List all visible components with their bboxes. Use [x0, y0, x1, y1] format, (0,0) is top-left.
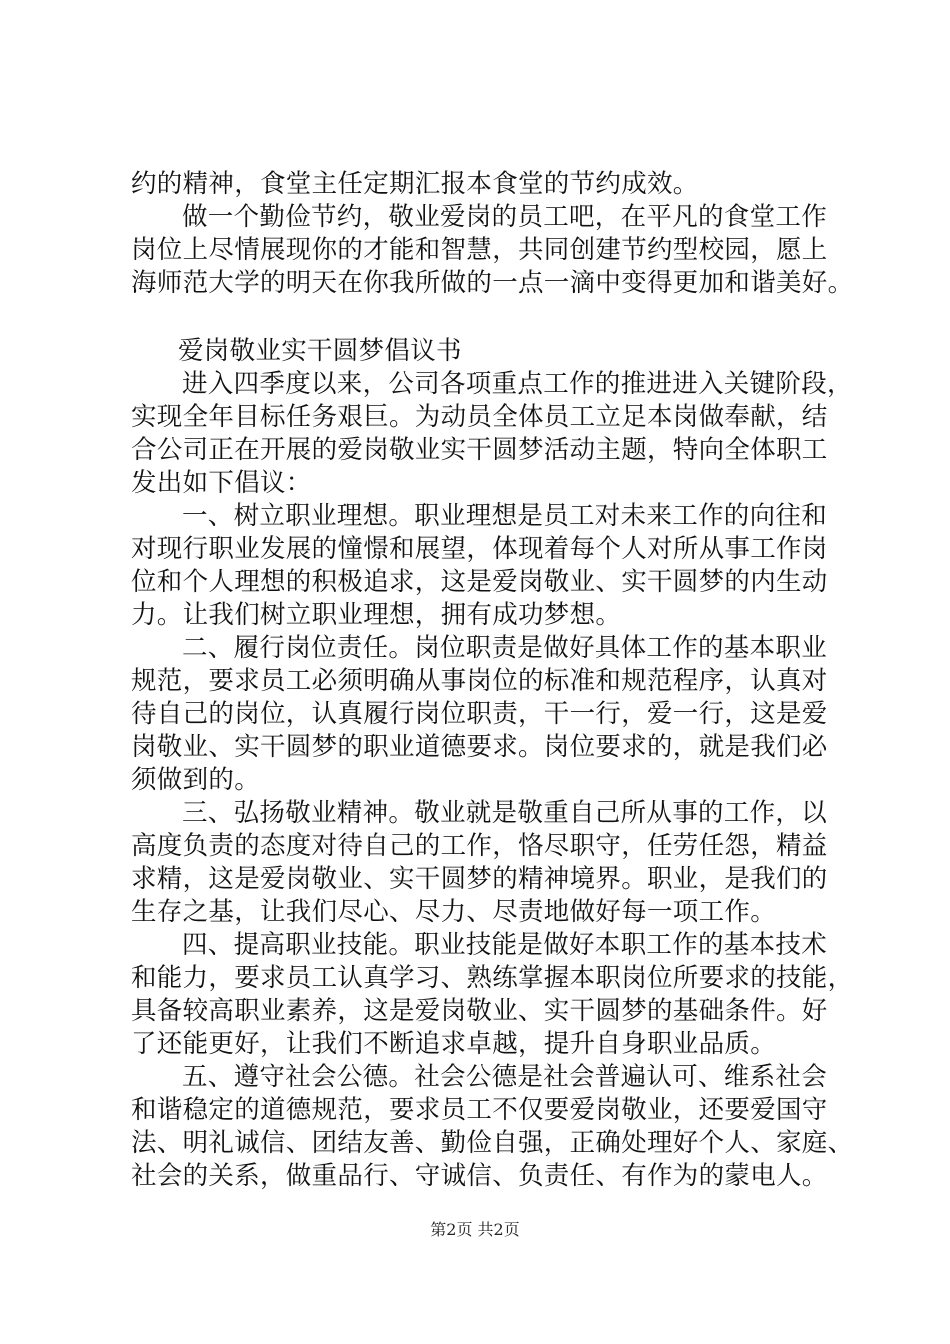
text-line: 求精，这是爱岗敬业、实干圆梦的精神境界。职业，是我们的: [131, 864, 828, 894]
document-title: 爱岗敬业实干圆梦倡议书: [178, 336, 462, 366]
text-line: 海师范大学的明天在你我所做的一点一滴中变得更加和谐美好。: [131, 268, 854, 298]
text-line: 对现行职业发展的憧憬和展望，体现着每个人对所从事工作岗: [131, 534, 828, 564]
text-line: 岗敬业、实干圆梦的职业道德要求。岗位要求的，就是我们必: [131, 732, 828, 762]
proposal-paragraph-1: [131, 500, 831, 632]
text-line: 法、明礼诚信、团结友善、勤俭自强，正确处理好个人、家庭、: [131, 1128, 854, 1158]
document-body: [131, 168, 854, 1193]
text-line: 实现全年目标任务艰巨。为动员全体员工立足本岗做奉献，结: [131, 402, 828, 432]
text-line: 社会的关系，做重品行、守诚信、负责任、有作为的蒙电人。: [131, 1161, 828, 1191]
text-line: 了还能更好，让我们不断追求卓越，提升自身职业品质。: [131, 1029, 777, 1059]
page-footer: 第2页 共2页: [430, 1220, 520, 1239]
text-line: 力。让我们树立职业理想，拥有成功梦想。: [131, 600, 622, 630]
text-line: 三、弘扬敬业精神。敬业就是敬重自己所从事的工作，以: [182, 798, 828, 828]
text-line: 高度负责的态度对待自己的工作，恪尽职守，任劳任怨，精益: [131, 831, 828, 861]
text-line: 岗位上尽情展现你的才能和智慧，共同创建节约型校园，愿上: [131, 235, 828, 265]
text-line: 具备较高职业素养，这是爱岗敬业、实干圆梦的基础条件。好: [131, 996, 828, 1026]
closing-paragraph: [131, 201, 854, 300]
proposal-paragraph-4: [131, 929, 854, 1061]
proposal-paragraph-3: [131, 797, 831, 929]
intro-paragraph: [131, 368, 853, 500]
proposal-paragraph-2: [131, 632, 831, 797]
text-line: 合公司正在开展的爱岗敬业实干圆梦活动主题，特向全体职工: [131, 435, 828, 465]
text-line: 二、履行岗位责任。岗位职责是做好具体工作的基本职业: [182, 633, 828, 663]
text-line: 和谐稳定的道德规范，要求员工不仅要爱岗敬业，还要爱国守: [131, 1095, 828, 1125]
continuation-paragraph: [131, 168, 831, 201]
text-line: 进入四季度以来，公司各项重点工作的推进进入关键阶段，: [182, 369, 853, 399]
text-line: 规范，要求员工必须明确从事岗位的标准和规范程序，认真对: [131, 666, 828, 696]
text-line: 做一个勤俭节约，敬业爱岗的员工吧，在平凡的食堂工作: [182, 202, 828, 232]
section-gap: [131, 300, 831, 335]
text-line: 生存之基，让我们尽心、尽力、尽责地做好每一项工作。: [131, 897, 777, 927]
text-line: 须做到的。: [131, 765, 261, 795]
proposal-paragraph-5: [131, 1061, 854, 1193]
text-line: 四、提高职业技能。职业技能是做好本职工作的基本技术: [182, 930, 828, 960]
text-line: 位和个人理想的积极追求，这是爱岗敬业、实干圆梦的内生动: [131, 567, 828, 597]
text-line: 一、树立职业理想。职业理想是员工对未来工作的向往和: [182, 501, 828, 531]
text-line: 发出如下倡议：: [131, 468, 312, 498]
text-line: 五、遵守社会公德。社会公德是社会普遍认可、维系社会: [182, 1062, 828, 1092]
text-line: 约的精神，食堂主任定期汇报本食堂的节约成效。: [131, 169, 699, 199]
text-line: 待自己的岗位，认真履行岗位职责，干一行，爱一行，这是爱: [131, 699, 828, 729]
text-line: 和能力，要求员工认真学习、熟练掌握本职岗位所要求的技能，: [131, 963, 854, 993]
